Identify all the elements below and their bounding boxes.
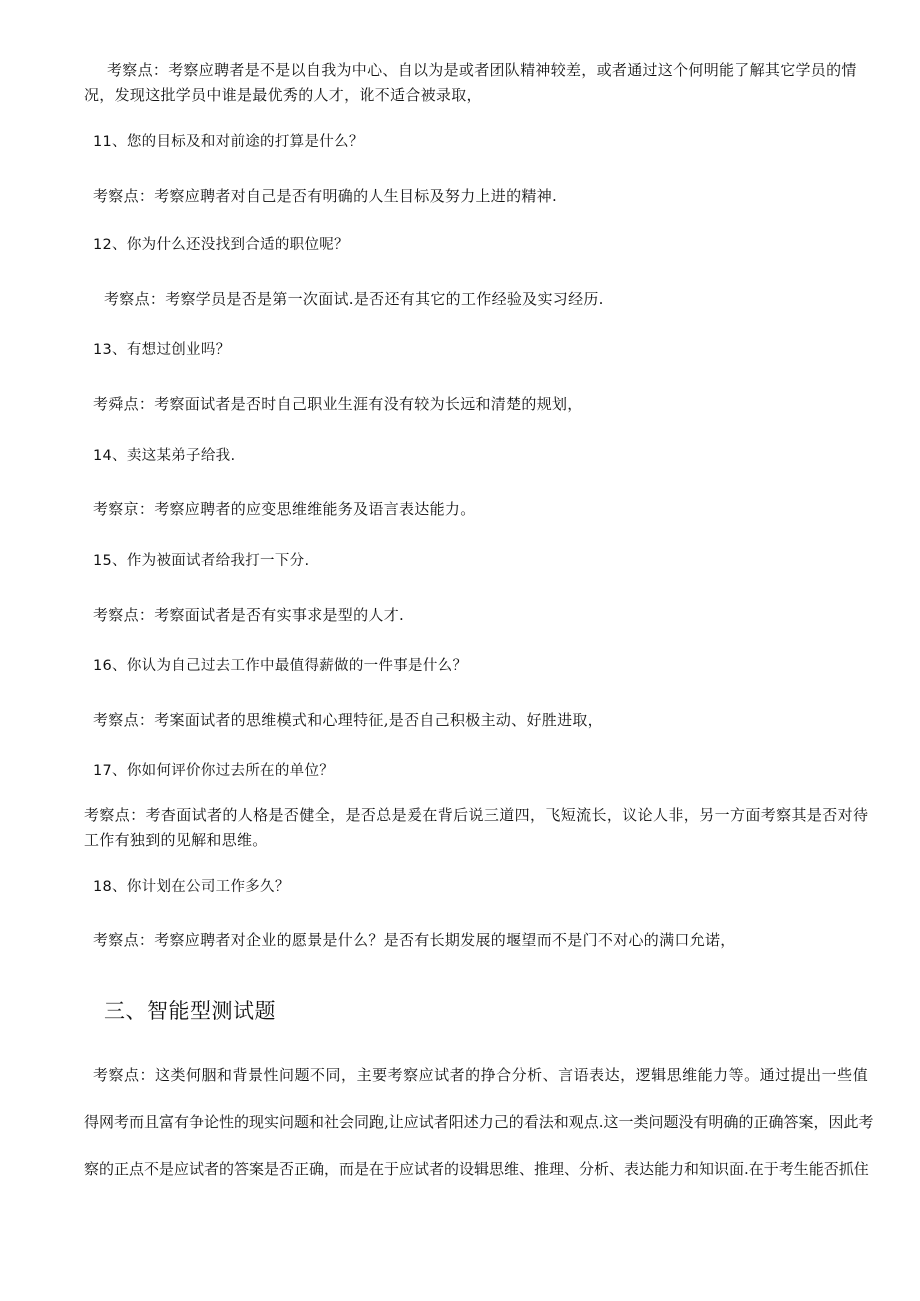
question-14: 14、卖这某弟子给我.: [93, 448, 236, 464]
question-15: 15、作为被面试者给我打一下分.: [93, 553, 310, 569]
note-line: 况，发现这批学员中谁是最优秀的人才，讹不适合被录取，: [84, 86, 482, 104]
question-13: 13、有想过创业吗？: [93, 342, 231, 358]
paragraph-line: 得网考而且富有争论性的现实问题和社会同跑,让应试者阳述力己的看法和观点.这一类问题没有明确的正确答案，因此考: [84, 1113, 874, 1131]
note-16: 考察点：考案面试者的思维模式和心理特征,是否自己积极主动、好胜进取，: [93, 711, 603, 729]
note-17-line-2: 工作有独到的见解和思维。: [84, 831, 268, 849]
note-11: 考察点：考察应聘者对自己是否有明确的人生目标及努力上进的精神.: [93, 187, 558, 205]
note-12: 考察点：考察学员是否是第一次面试.是否还有其它的工作经验及实习经历.: [104, 290, 604, 308]
question-17: 17、你如何评价你过去所在的单位？: [93, 763, 335, 779]
question-12: 12、你为什么还没找到合适的职位呢？: [93, 237, 349, 253]
note-18: 考察点：考察应聘者对企业的愿景是什么？是否有长期发展的堰望而不是门不对心的满口允诺，: [93, 931, 736, 949]
question-16: 16、你认为自己过去工作中最值得薪做的一件事是什么？: [93, 658, 468, 674]
section-heading: 三、智能型测试题: [104, 999, 276, 1023]
question-11: 11、您的目标及和对前途的打算是什么？: [93, 134, 364, 150]
note-13: 考舜点：考察面试者是否时自己职业生涯有没有较为长远和清楚的规划，: [93, 395, 583, 413]
paragraph-line: 察的正点不是应试者的答案是否正确，而是在于应试者的设辑思维、推理、分析、表达能力和知识面.在于考生能否抓住: [84, 1160, 869, 1178]
note-line: 考察点：考察应聘者是不是以自我为中心、自以为是或者团队精神较差，或者通过这个何明能了解其它学员的情: [107, 61, 857, 79]
note-17-line-1: 考察点：考杳面试者的人格是否健全，是否总是爰在背后说三道四，飞短流长，议论人非，另一方面考察其是否对待: [84, 806, 868, 824]
question-18: 18、你计划在公司工作多久？: [93, 879, 290, 895]
note-15: 考察点：考察面试者是否有实事求是型的人才.: [93, 606, 405, 624]
paragraph-line: 考察点：这类何胭和背景性问题不同，主要考察应试者的挣合分析、言语表达，逻辑思维能力等。通过提出一些值: [93, 1066, 868, 1084]
note-14: 考察京：考察应聘者的应变思维维能务及语言表达能力。: [93, 500, 476, 518]
